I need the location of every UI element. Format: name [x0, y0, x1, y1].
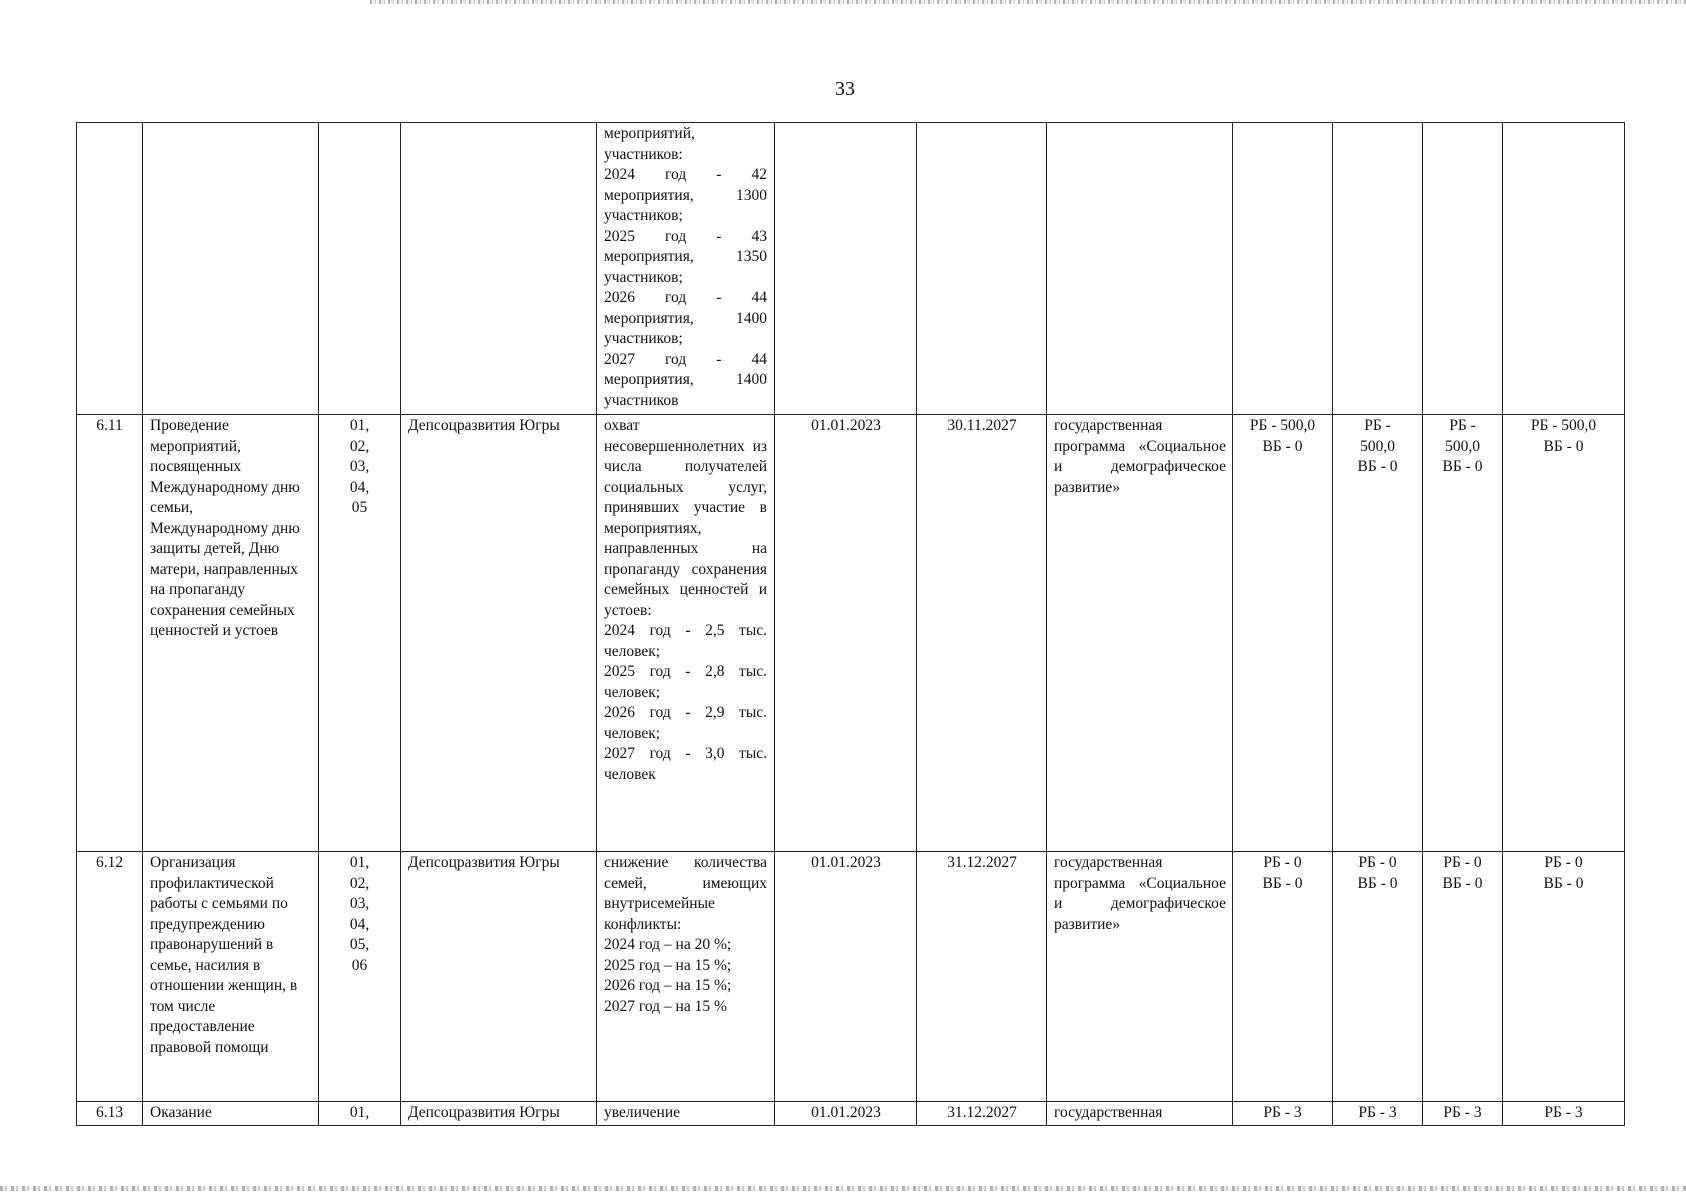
funding-line: РБ -: [1364, 417, 1391, 434]
indicator: [597, 123, 775, 415]
code-item: 01,: [349, 417, 370, 434]
funding-line: РБ - 0: [1544, 854, 1583, 871]
code-item: 05: [351, 499, 368, 516]
indicator-line: 2026 год - 44 мероприятия, 1400 участников;: [604, 289, 767, 347]
funding-2026: [1423, 415, 1503, 852]
indicator-line: 2024 год – на 20 %;: [604, 936, 732, 953]
funding-line: РБ - 0: [1263, 854, 1302, 871]
code-item: 01,: [349, 854, 370, 871]
row-number: 6.11: [77, 415, 143, 852]
executor: Депсоцразвития Югры: [401, 852, 597, 1102]
measure-codes: 01,: [319, 1102, 401, 1126]
end-date: 30.11.2027: [917, 415, 1047, 852]
indicator: [597, 852, 775, 1102]
funding-line: РБ - 500,0: [1530, 417, 1597, 434]
funding-line: ВБ - 0: [1543, 437, 1584, 455]
indicator-line: 2025 год – на 15 %;: [604, 956, 732, 974]
measure-codes: [319, 415, 401, 852]
start-date: 01.01.2023: [775, 1102, 917, 1126]
indicator-line: 2026 год – на 15 %;: [604, 977, 732, 994]
funding-line: 500,0: [1445, 437, 1480, 455]
funding-2025: РБ - 3: [1333, 1102, 1423, 1126]
funding-2025: [1333, 415, 1423, 852]
funding-line: РБ - 0: [1443, 854, 1482, 871]
program: государственная программа «Социальное и демографическое развитие»: [1047, 415, 1233, 852]
scan-edge-top: [370, 0, 1686, 4]
scan-edge-bottom: [0, 1186, 1686, 1191]
end-date: [917, 123, 1047, 415]
indicator-line: 2027 год - 44 мероприятия, 1400 участников: [604, 350, 767, 409]
code-item: 02,: [349, 437, 370, 455]
indicator-line: 2025 год - 2,8 тыс. человек;: [604, 663, 767, 701]
funding-line: РБ - 500,0: [1249, 417, 1316, 434]
indicator-line: 2024 год - 2,5 тыс. человек;: [604, 622, 767, 660]
row-number: 6.13: [77, 1102, 143, 1126]
funding-2027: [1503, 123, 1625, 415]
code-item: 03,: [349, 895, 370, 912]
measure-name: Проведение мероприятий, посвященных Международному дню семьи, Международному дню защиты детей, Дню матери, направленных на пропаганду сохранения семейных ценностей и устоев: [143, 415, 319, 852]
code-item: 05,: [349, 936, 370, 953]
program: государственная программа «Социальное и демографическое развитие»: [1047, 852, 1233, 1102]
page-number: 33: [835, 78, 855, 100]
indicator-line: 2027 год - 3,0 тыс. человек: [604, 745, 767, 783]
measure-name: Оказание: [143, 1102, 319, 1126]
funding-2024: [1233, 852, 1333, 1102]
table-row: [77, 415, 1625, 852]
funding-2027: [1503, 415, 1625, 852]
indicator-line: 2024 год - 42 мероприятия, 1300 участников;: [604, 166, 767, 224]
funding-2024: [1233, 123, 1333, 415]
indicator-line: мероприятий,: [604, 125, 695, 142]
start-date: 01.01.2023: [775, 415, 917, 852]
measure-name: Организация профилактической работы с семьями по предупреждению правонарушений в семье, насилия в отношении женщин, в том числе предоставление правовой помощи: [143, 852, 319, 1102]
indicator: [597, 415, 775, 852]
funding-line: РБ -: [1449, 417, 1476, 434]
funding-2026: РБ - 3: [1423, 1102, 1503, 1126]
funding-2026: [1423, 852, 1503, 1102]
code-item: 04,: [349, 478, 370, 496]
funding-line: РБ - 0: [1358, 854, 1397, 871]
indicator-line: охват несовершеннолетних из числа получателей социальных услуг, принявших участие в мероприятиях, направленных на пропаганду сохранения семейных ценностей и устоев:: [604, 417, 767, 619]
funding-line: 500,0: [1360, 437, 1395, 455]
funding-line: ВБ - 0: [1262, 437, 1303, 455]
table-row: [77, 1102, 1625, 1126]
code-item: 03,: [349, 458, 370, 475]
table-row: [77, 852, 1625, 1102]
executor: Депсоцразвития Югры: [401, 415, 597, 852]
end-date: 31.12.2027: [917, 1102, 1047, 1126]
end-date: 31.12.2027: [917, 852, 1047, 1102]
program: [1047, 123, 1233, 415]
funding-line: ВБ - 0: [1357, 874, 1398, 892]
code-item: 02,: [349, 874, 370, 892]
funding-2026: [1423, 123, 1503, 415]
measure-codes: [319, 123, 401, 415]
program: государственная: [1047, 1102, 1233, 1126]
row-number: 6.12: [77, 852, 143, 1102]
measures-table: [76, 122, 1625, 1126]
funding-line: ВБ - 0: [1442, 874, 1483, 892]
measure-name: [143, 123, 319, 415]
funding-2024: [1233, 415, 1333, 852]
row-number: [77, 123, 143, 415]
funding-2024: РБ - 3: [1233, 1102, 1333, 1126]
indicator-line: снижение количества семей, имеющих внутрисемейные конфликты:: [604, 854, 767, 933]
funding-2025: [1333, 852, 1423, 1102]
measure-codes: [319, 852, 401, 1102]
funding-line: ВБ - 0: [1442, 458, 1483, 475]
funding-line: ВБ - 0: [1543, 874, 1584, 892]
code-item: 06: [351, 956, 368, 974]
executor: [401, 123, 597, 415]
funding-2025: [1333, 123, 1423, 415]
funding-line: ВБ - 0: [1262, 874, 1303, 892]
indicator-line: участников:: [604, 145, 683, 163]
indicator-line: 2025 год - 43 мероприятия, 1350 участников;: [604, 227, 767, 286]
start-date: [775, 123, 917, 415]
funding-2027: РБ - 3: [1503, 1102, 1625, 1126]
indicator: увеличение: [597, 1102, 775, 1126]
indicator-line: 2026 год - 2,9 тыс. человек;: [604, 704, 767, 742]
executor: Депсоцразвития Югры: [401, 1102, 597, 1126]
funding-2027: [1503, 852, 1625, 1102]
funding-line: ВБ - 0: [1357, 458, 1398, 475]
code-item: 04,: [349, 915, 370, 933]
indicator-line: 2027 год – на 15 %: [604, 997, 727, 1015]
table-row: [77, 123, 1625, 415]
start-date: 01.01.2023: [775, 852, 917, 1102]
